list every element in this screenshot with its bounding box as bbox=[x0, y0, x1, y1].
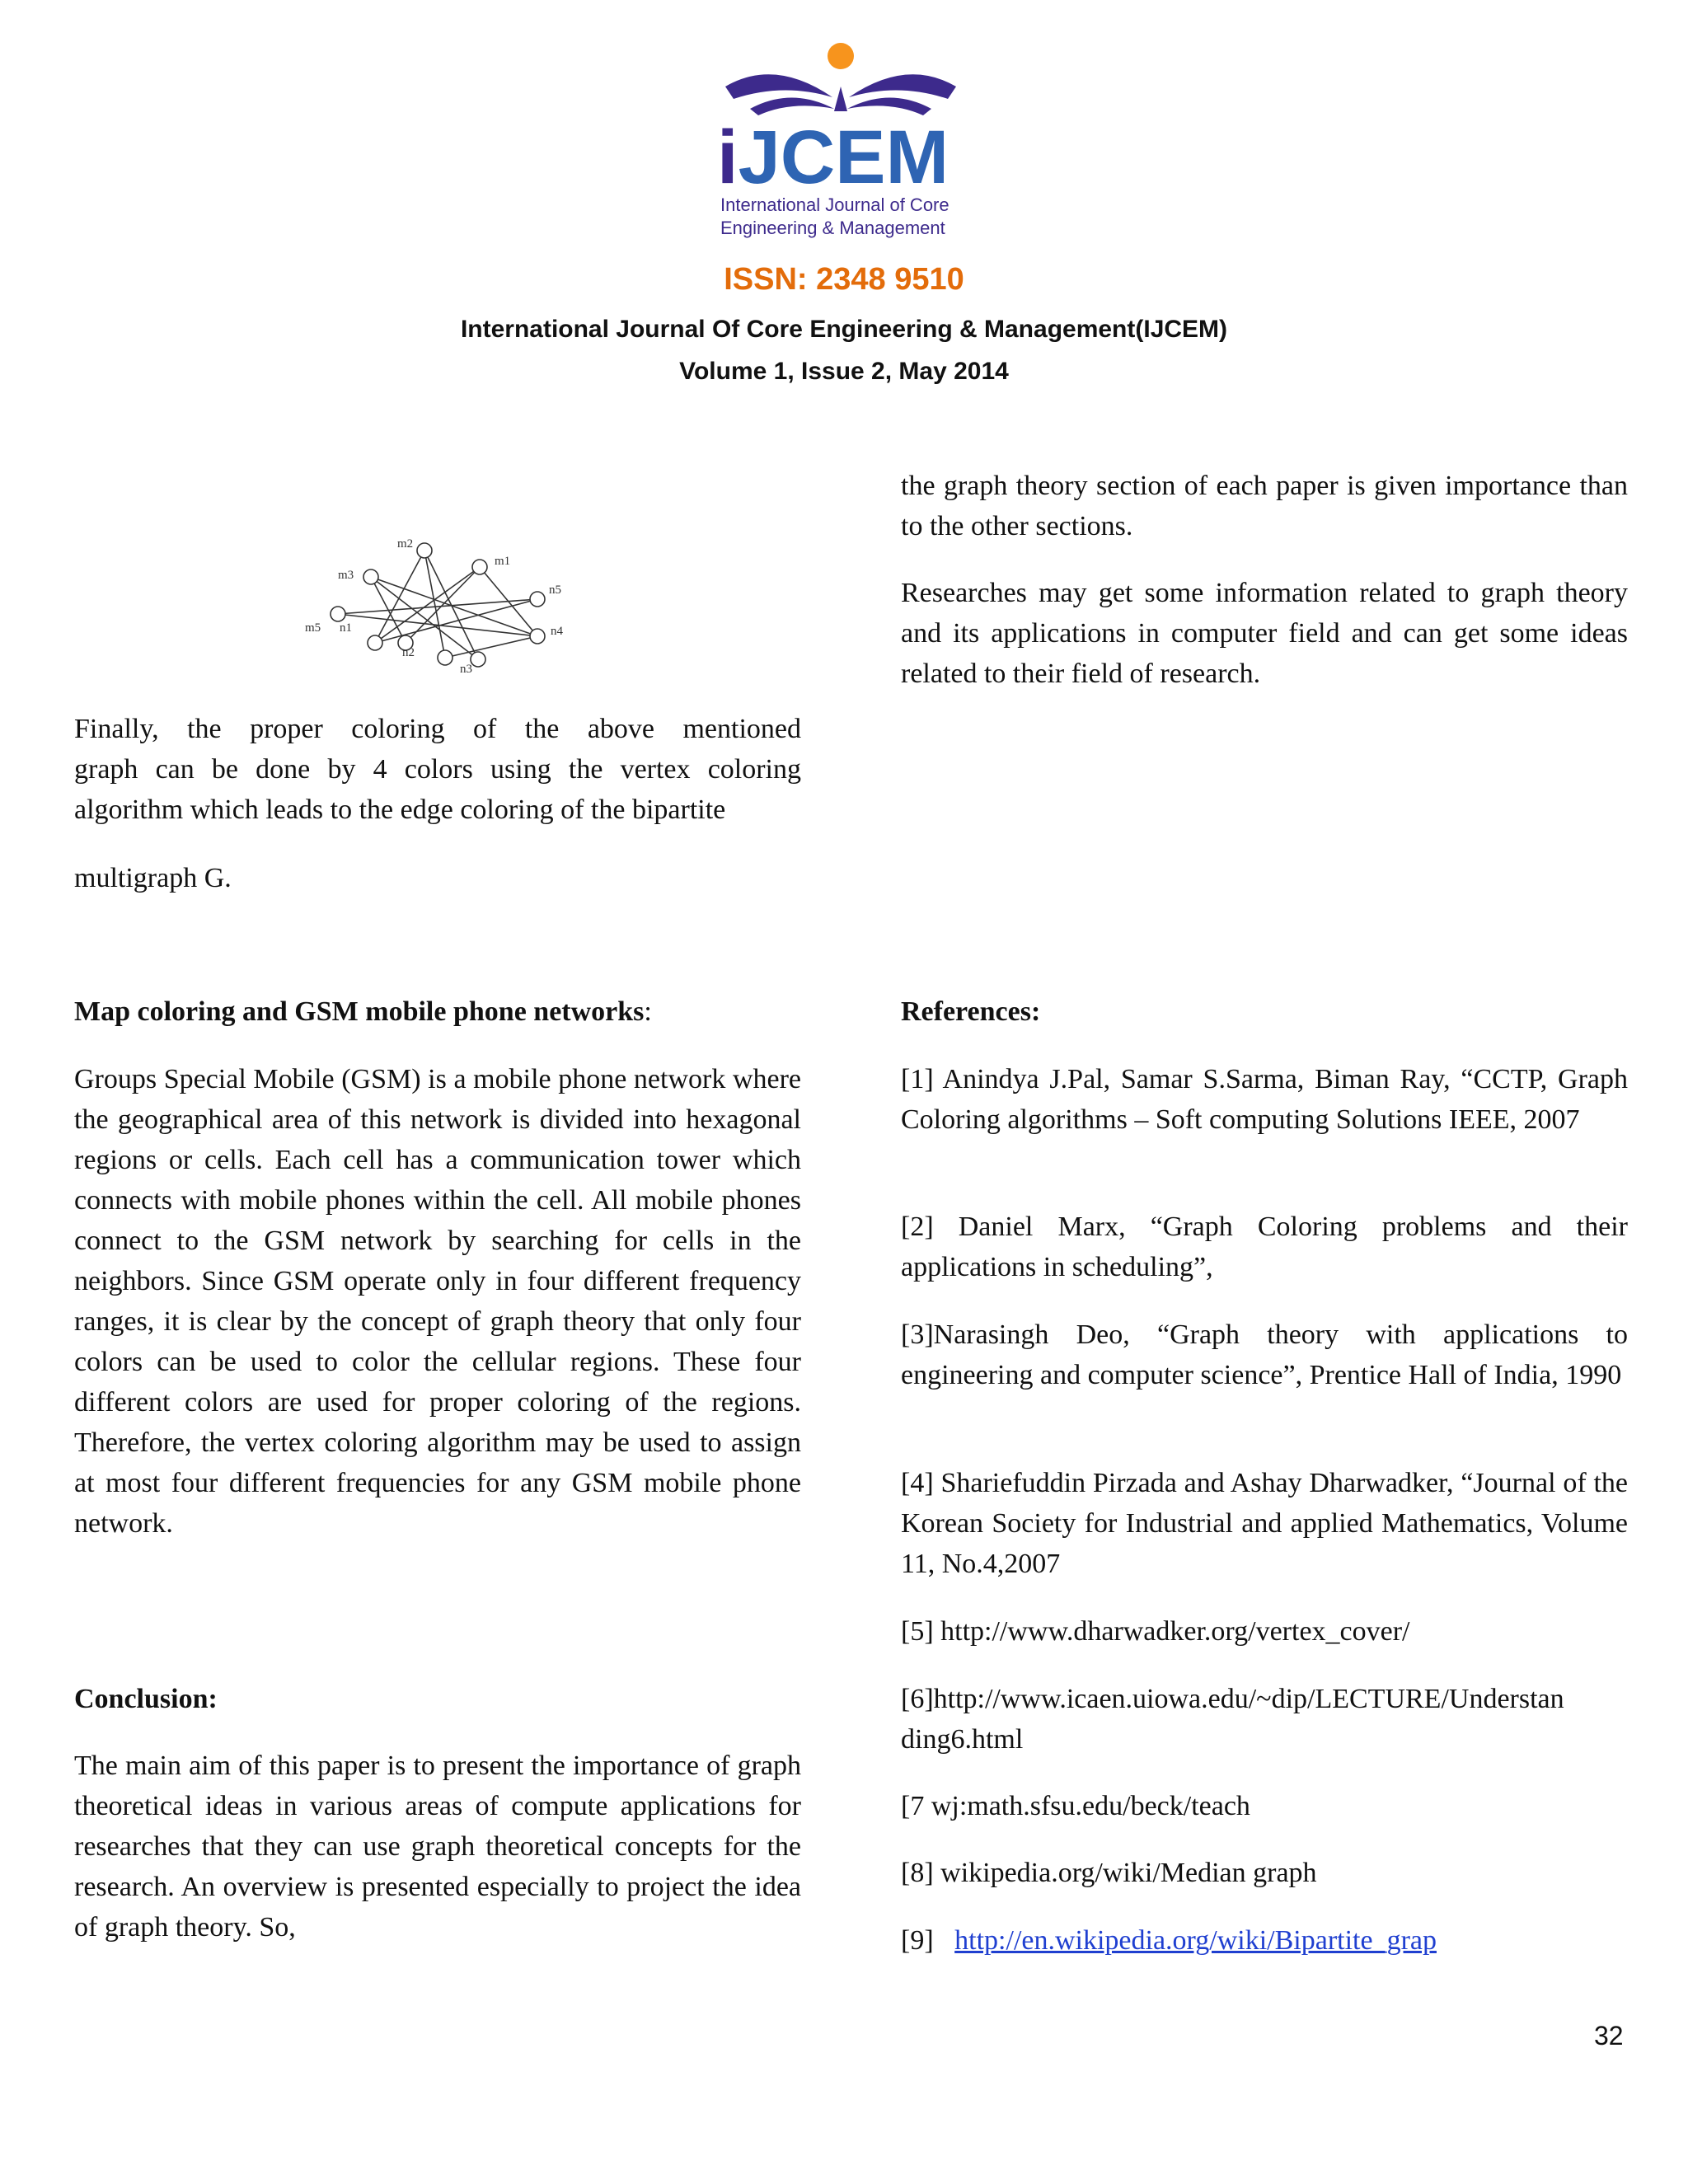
svg-text:iJCEM: iJCEM bbox=[717, 115, 950, 199]
node-n2b bbox=[438, 650, 452, 665]
node-m2 bbox=[417, 543, 432, 558]
label-m3: m3 bbox=[338, 569, 354, 582]
node-n1 bbox=[368, 635, 382, 650]
label-n4: n4 bbox=[551, 625, 563, 638]
journal-title: International Journal Of Core Engineering & Management(IJCEM) bbox=[460, 316, 1228, 343]
reference-6: [6]http://www.icaen.uiowa.edu/~dip/LECTURE/Understan ding6.html bbox=[901, 1684, 1564, 1755]
page-number: 32 bbox=[1594, 2021, 1624, 2050]
reference-7: [7 wj:math.sfsu.edu/beck/teach bbox=[901, 1791, 1250, 1821]
para1-end: multigraph G. bbox=[74, 863, 232, 893]
label-n1: n1 bbox=[340, 621, 352, 635]
journal-logo bbox=[709, 33, 989, 255]
conclusion-heading: Conclusion: bbox=[74, 1684, 218, 1714]
conclusion-text: The main aim of this paper is to present the importance of graph theoretical ideas in various areas of compute applications for researches that they can use graph theoretical concepts for the research. An overview is presented especially to project the idea of graph theory. So, bbox=[74, 1750, 801, 1943]
node-n5 bbox=[530, 592, 545, 607]
node-m1 bbox=[472, 560, 487, 574]
node-n3 bbox=[471, 652, 485, 667]
reference-4: [4] Shariefuddin Pirzada and Ashay Dharwadker, “Journal of the Korean Society for Industrial and applied Mathematics, Volume 11, No.4,2007 bbox=[901, 1468, 1628, 1579]
node-n4 bbox=[530, 629, 545, 644]
section-gsm-heading: Map coloring and GSM mobile phone networks: bbox=[74, 996, 652, 1027]
reference-9-number: [9] bbox=[901, 1925, 934, 1956]
label-m5: m5 bbox=[305, 621, 321, 635]
para1-line3: algorithm which leads to the edge coloring of the bipartite bbox=[74, 794, 726, 825]
reference-1: [1] Anindya J.Pal, Samar S.Sarma, Biman Ray, “CCTP, Graph Coloring algorithms – Soft computing Solutions IEEE, 2007 bbox=[901, 1064, 1628, 1135]
reference-2: [2] Daniel Marx, “Graph Coloring problems and their applications in scheduling”, bbox=[901, 1212, 1628, 1282]
right-para-1: the graph theory section of each paper is given importance than to the other sections. bbox=[901, 471, 1628, 541]
section-gsm-text: Groups Special Mobile (GSM) is a mobile phone network where the geographical area of this network is divided into hexagonal regions or cells. Each cell has a communication tower which connects with mobile phones within the cell. All mobile phones connect to the GSM network by searching for cells in the neighbors. Since GSM operate only in four different frequency ranges, it is clear by the concept of graph theory that only four colors can be used to color the cellular regions. These four different colors are used for proper coloring of the regions. Therefore, the vertex coloring algorithm may be used to assign at most four different frequencies for any GSM mobile phone network. bbox=[74, 1064, 801, 1539]
label-m1: m1 bbox=[495, 555, 511, 568]
reference-5: [5] http://www.dharwadker.org/vertex_cover/ bbox=[901, 1616, 1410, 1647]
label-n3: n3 bbox=[460, 663, 472, 676]
right-para-2: Researches may get some information related to graph theory and its applications in computer field and can get some ideas related to their field of research. bbox=[901, 578, 1628, 689]
node-m5 bbox=[331, 607, 345, 621]
para1-line2: graph can be done by 4 colors using the vertex coloring bbox=[74, 754, 801, 785]
reference-9 bbox=[901, 1920, 1628, 1961]
para1-line1: Finally, the proper coloring of the above mentioned bbox=[74, 714, 801, 744]
bipartite-graph-figure bbox=[297, 527, 593, 692]
node-m3 bbox=[363, 569, 378, 584]
label-n2: n2 bbox=[402, 646, 415, 659]
label-n5: n5 bbox=[549, 583, 561, 597]
issn: ISSN: 2348 9510 bbox=[724, 262, 964, 297]
references-heading: References: bbox=[901, 996, 1041, 1027]
reference-9-link[interactable]: http://en.wikipedia.org/wiki/Bipartite_grap bbox=[954, 1925, 1437, 1956]
reference-8: [8] wikipedia.org/wiki/Median graph bbox=[901, 1858, 1317, 1888]
volume-info: Volume 1, Issue 2, May 2014 bbox=[679, 358, 1009, 385]
logo-subtitle-2: Engineering & Management bbox=[720, 218, 945, 238]
logo-subtitle-1: International Journal of Core bbox=[720, 194, 950, 215]
logo-i: i bbox=[717, 115, 738, 199]
label-m2: m2 bbox=[397, 537, 414, 551]
left-paragraph-finally bbox=[74, 709, 801, 830]
reference-3: [3]Narasingh Deo, “Graph theory with applications to engineering and computer science”, Prentice Hall of India, 1990 bbox=[901, 1319, 1628, 1390]
